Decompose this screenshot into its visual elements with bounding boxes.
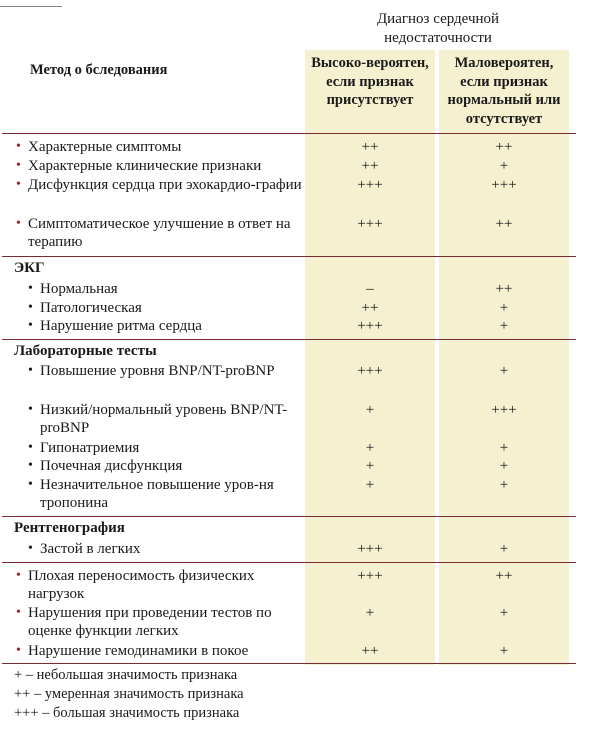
unlikely-column-header: Маловероятен, если признак нормальный или отсутствует bbox=[447, 55, 561, 127]
bullet-icon: • bbox=[28, 300, 33, 315]
legend-item: ++ – умеренная значимость признака bbox=[14, 686, 244, 702]
section-title-ecg: ЭКГ bbox=[14, 260, 45, 276]
bullet-icon: • bbox=[16, 568, 21, 583]
bullet-icon: • bbox=[28, 440, 33, 455]
bullet-icon: • bbox=[28, 363, 33, 378]
legend-item: + – небольшая значимость признака bbox=[14, 667, 238, 683]
bullet-icon: • bbox=[16, 177, 21, 192]
bullet-icon: • bbox=[16, 643, 21, 658]
top-edge-fragment bbox=[0, 0, 62, 7]
section-rule bbox=[2, 562, 576, 563]
table-bottom-rule bbox=[2, 663, 576, 664]
section-title-xray: Рентгенография bbox=[14, 520, 125, 536]
bullet-icon: • bbox=[16, 605, 21, 620]
section-rule bbox=[2, 516, 576, 517]
header-rule bbox=[2, 133, 576, 134]
bullet-icon: • bbox=[28, 318, 33, 333]
section-rule bbox=[2, 256, 576, 257]
section-title-lab: Лабораторные тесты bbox=[14, 343, 157, 359]
bullet-icon: • bbox=[16, 216, 21, 231]
bullet-icon: • bbox=[16, 158, 21, 173]
legend-item: +++ – большая значимость признака bbox=[14, 705, 240, 721]
diagnosis-header: Диагноз сердечной недостаточности bbox=[376, 11, 500, 46]
likely-column-header: Высоко-вероятен, если признак присутствует bbox=[311, 55, 429, 108]
bullet-icon: • bbox=[28, 477, 33, 492]
bullet-icon: • bbox=[28, 458, 33, 473]
section-rule bbox=[2, 339, 576, 340]
bullet-icon: • bbox=[16, 139, 21, 154]
bullet-icon: • bbox=[28, 281, 33, 296]
bullet-icon: • bbox=[28, 541, 33, 556]
bullet-icon: • bbox=[28, 402, 33, 417]
method-header: Метод о бследования bbox=[30, 62, 168, 78]
